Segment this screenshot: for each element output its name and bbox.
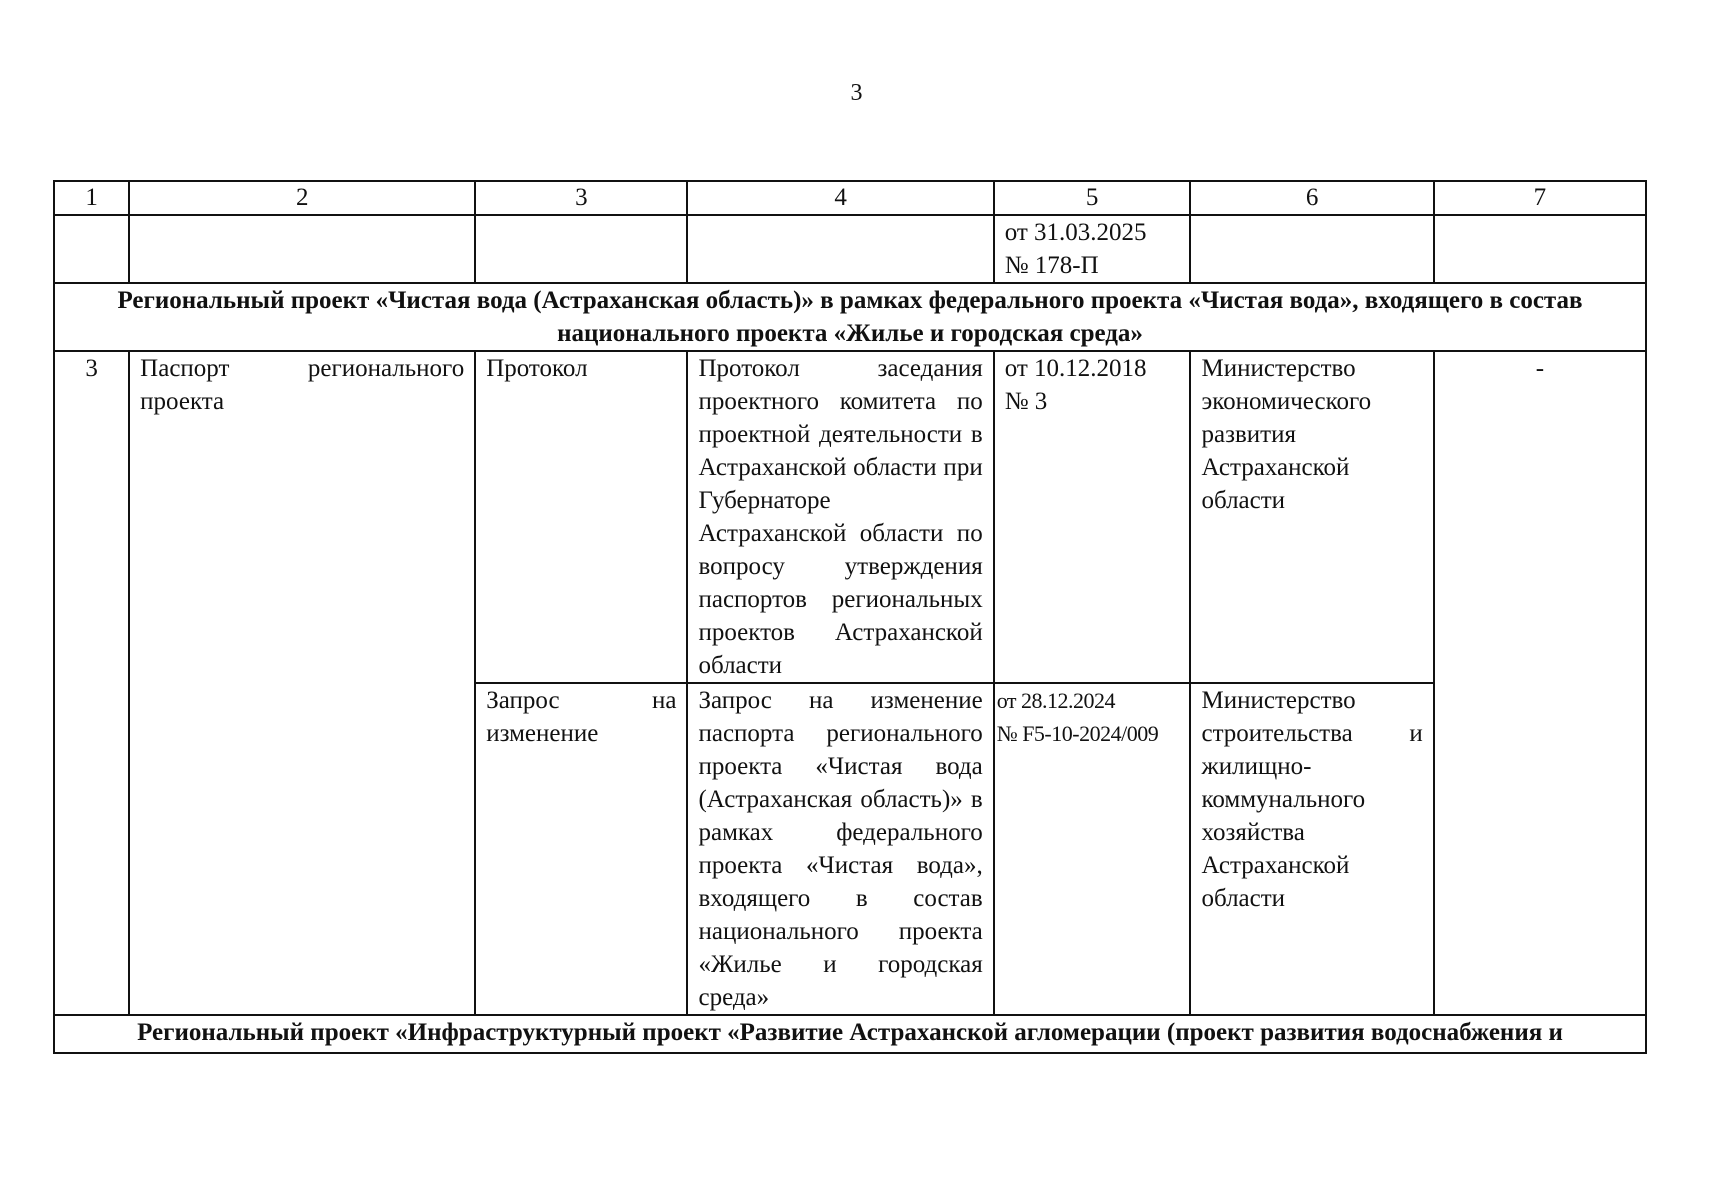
page-number: 3 <box>850 80 863 106</box>
section-heading-text: Региональный проект «Инфраструктурный проект «Развитие Астраханской агломерации (проект развития водоснабжения и <box>137 1019 1563 1046</box>
section-heading: Региональный проект «Чистая вода (Астраханская область)» в рамках федерального проекта «Чистая вода», входящего в состав национального проекта «Жилье и городская среда» <box>54 283 1646 351</box>
table-cell <box>1434 215 1646 283</box>
table-row <box>54 351 1646 683</box>
date-line: от 31.03.2025 <box>1004 219 1147 246</box>
column-number: 6 <box>1190 181 1433 215</box>
table-cell <box>54 215 129 283</box>
document-name-cell: Паспорт регионального проекта <box>129 351 475 1015</box>
table-cell <box>475 215 687 283</box>
column-number: 3 <box>475 181 687 215</box>
table-cell <box>687 215 993 283</box>
table-cell <box>1190 215 1433 283</box>
column-number: 7 <box>1434 181 1646 215</box>
date-cell <box>994 683 1191 1015</box>
column-number-row <box>54 181 1646 215</box>
organization-cell: Министерство экономического развития Астраханской области <box>1190 351 1433 683</box>
table-row-continued <box>54 215 1646 283</box>
document-type-cell: Протокол <box>475 351 687 683</box>
row-number: 3 <box>54 351 129 1015</box>
column-number: 5 <box>994 181 1191 215</box>
column-number: 1 <box>54 181 129 215</box>
note-cell: - <box>1434 351 1646 1015</box>
registry-table <box>53 180 1647 1054</box>
number-line: № 178-П <box>1004 252 1099 279</box>
section-heading <box>54 1015 1646 1053</box>
section-row <box>54 283 1646 351</box>
date-line: от 28.12.2024 <box>996 688 1116 713</box>
date-cell <box>994 215 1191 283</box>
number-line: № 3 <box>1004 388 1048 415</box>
date-line: от 10.12.2018 <box>1004 355 1147 382</box>
description-cell: Протокол заседания проектного комитета по проектной деятельности в Астраханской области при Губернаторе Астраханской области по вопросу утверждения паспортов региональных проектов Астраханской области <box>687 351 993 683</box>
column-number: 2 <box>129 181 475 215</box>
document-type-cell: Запрос на изменение <box>475 683 687 1015</box>
description-cell: Запрос на изменение паспорта регионального проекта «Чистая вода (Астраханская область)» в рамках федерального проекта «Чистая вода», входящего в состав национального проекта «Жилье и городская среда» <box>687 683 993 1015</box>
number-line: № F5-10-2024/009 <box>996 721 1159 746</box>
section-row <box>54 1015 1646 1053</box>
organization-cell: Министерство строительства и жилищно-коммунального хозяйства Астраханской области <box>1190 683 1433 1015</box>
column-number: 4 <box>687 181 993 215</box>
table-cell <box>129 215 475 283</box>
date-cell <box>994 351 1191 683</box>
